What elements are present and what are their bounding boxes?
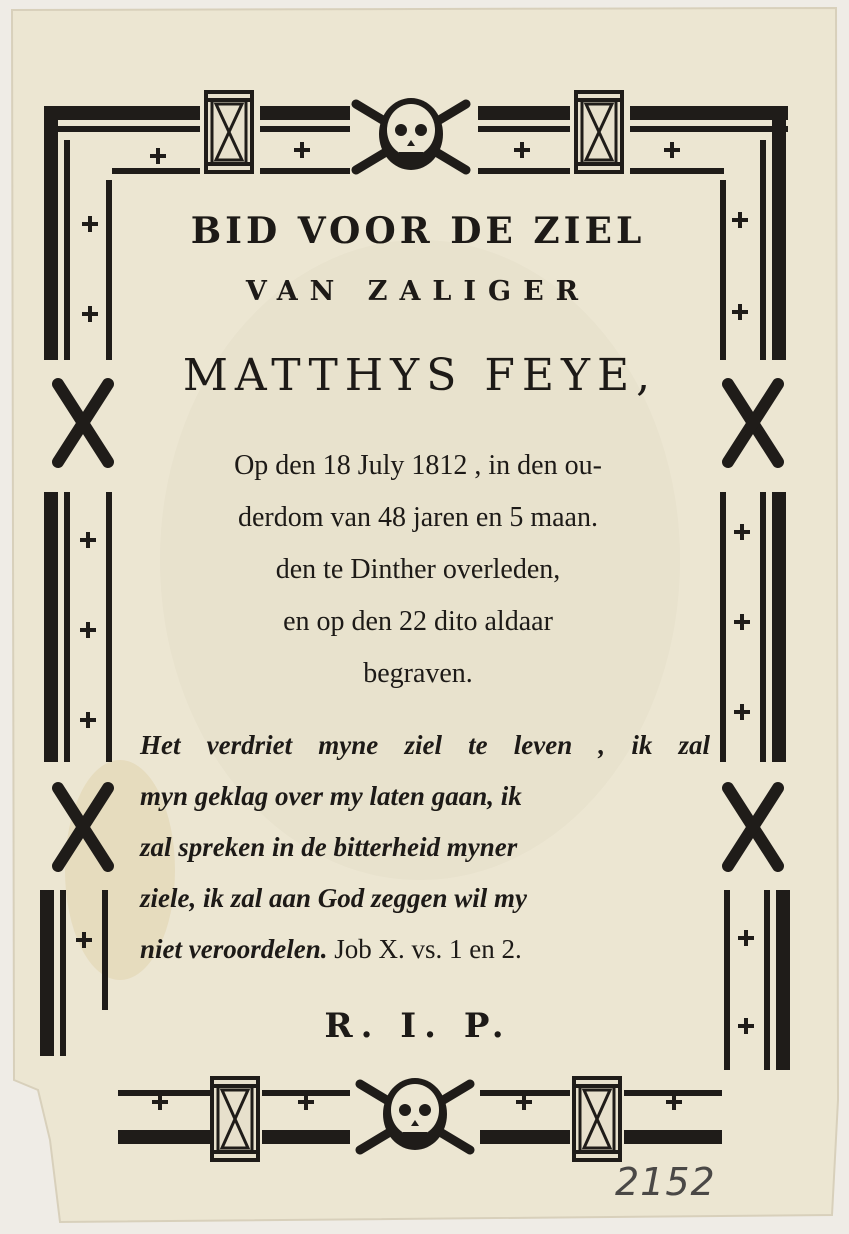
- death-notice-text: [112, 440, 724, 700]
- border-bar-left: [106, 180, 112, 360]
- border-bar-top: [630, 106, 788, 120]
- hourglass-icon: [576, 92, 622, 172]
- border-bar-top-inner: [630, 168, 724, 174]
- border-bar-bottom: [118, 1090, 210, 1096]
- border-bar-top: [630, 126, 788, 132]
- heading-line-2: VAN ZALIGER: [245, 276, 591, 307]
- border-bar-left: [60, 890, 66, 1056]
- heading-line-1: BID VOOR DE ZIEL: [190, 210, 646, 252]
- border-bar-left: [64, 140, 70, 360]
- archive-number: 2152: [615, 1160, 716, 1204]
- border-bar-top-inner: [478, 168, 570, 174]
- border-bar-top: [478, 106, 570, 120]
- closing-rip: R. I. P.: [324, 1006, 512, 1046]
- border-bar-right: [760, 492, 766, 762]
- quote-line: myn geklag over my laten gaan, ik: [140, 781, 522, 811]
- border-bar-right: [724, 890, 730, 1070]
- border-bar-right: [776, 890, 790, 1070]
- hourglass-icon: [574, 1078, 620, 1160]
- border-bar-bottom: [480, 1130, 570, 1144]
- quote-line: zal spreken in de bitterheid myner: [140, 832, 518, 862]
- border-bar-bottom: [262, 1130, 350, 1144]
- border-bar-top-inner: [112, 168, 200, 174]
- border-bar-bottom: [624, 1130, 722, 1144]
- border-bar-top: [44, 126, 200, 132]
- body-line: begraven.: [363, 658, 473, 689]
- hourglass-icon: [206, 92, 252, 172]
- quote-line-last: [140, 924, 710, 975]
- border-bar-right: [720, 180, 726, 360]
- border-bar-left: [44, 492, 58, 762]
- border-bar-right: [772, 106, 786, 360]
- border-bar-left: [44, 106, 58, 360]
- border-bar-top: [260, 126, 350, 132]
- border-bar-top-inner: [260, 168, 350, 174]
- body-line: Op den 18 July 1812 , in den ou-: [234, 450, 602, 481]
- body-line: den te Dinther overleden,: [275, 554, 561, 585]
- border-bar-right: [760, 140, 766, 360]
- scripture-reference: Job X. vs. 1 en 2.: [334, 934, 522, 964]
- body-line: en op den 22 dito aldaar: [283, 606, 553, 637]
- border-bar-top: [478, 126, 570, 132]
- quote-line: niet veroordelen.: [140, 934, 328, 964]
- border-bar-left: [102, 890, 108, 1010]
- border-bar-top: [260, 106, 350, 120]
- quote-line: Het verdriet myne ziel te leven , ik zal: [140, 730, 710, 760]
- border-bar-left: [64, 492, 70, 762]
- border-bar-top: [44, 106, 200, 120]
- border-bar-right: [772, 492, 786, 762]
- border-bar-bottom: [118, 1130, 210, 1144]
- hourglass-icon: [212, 1078, 258, 1160]
- quote-line: ziele, ik zal aan God zeggen wil my: [140, 883, 527, 913]
- deceased-name: MATTHYS FEYE,: [182, 350, 658, 401]
- body-line: derdom van 48 jaren en 5 maan.: [238, 502, 598, 533]
- border-bar-left: [40, 890, 54, 1056]
- border-bar-right: [764, 890, 770, 1070]
- scripture-quote: [140, 720, 710, 975]
